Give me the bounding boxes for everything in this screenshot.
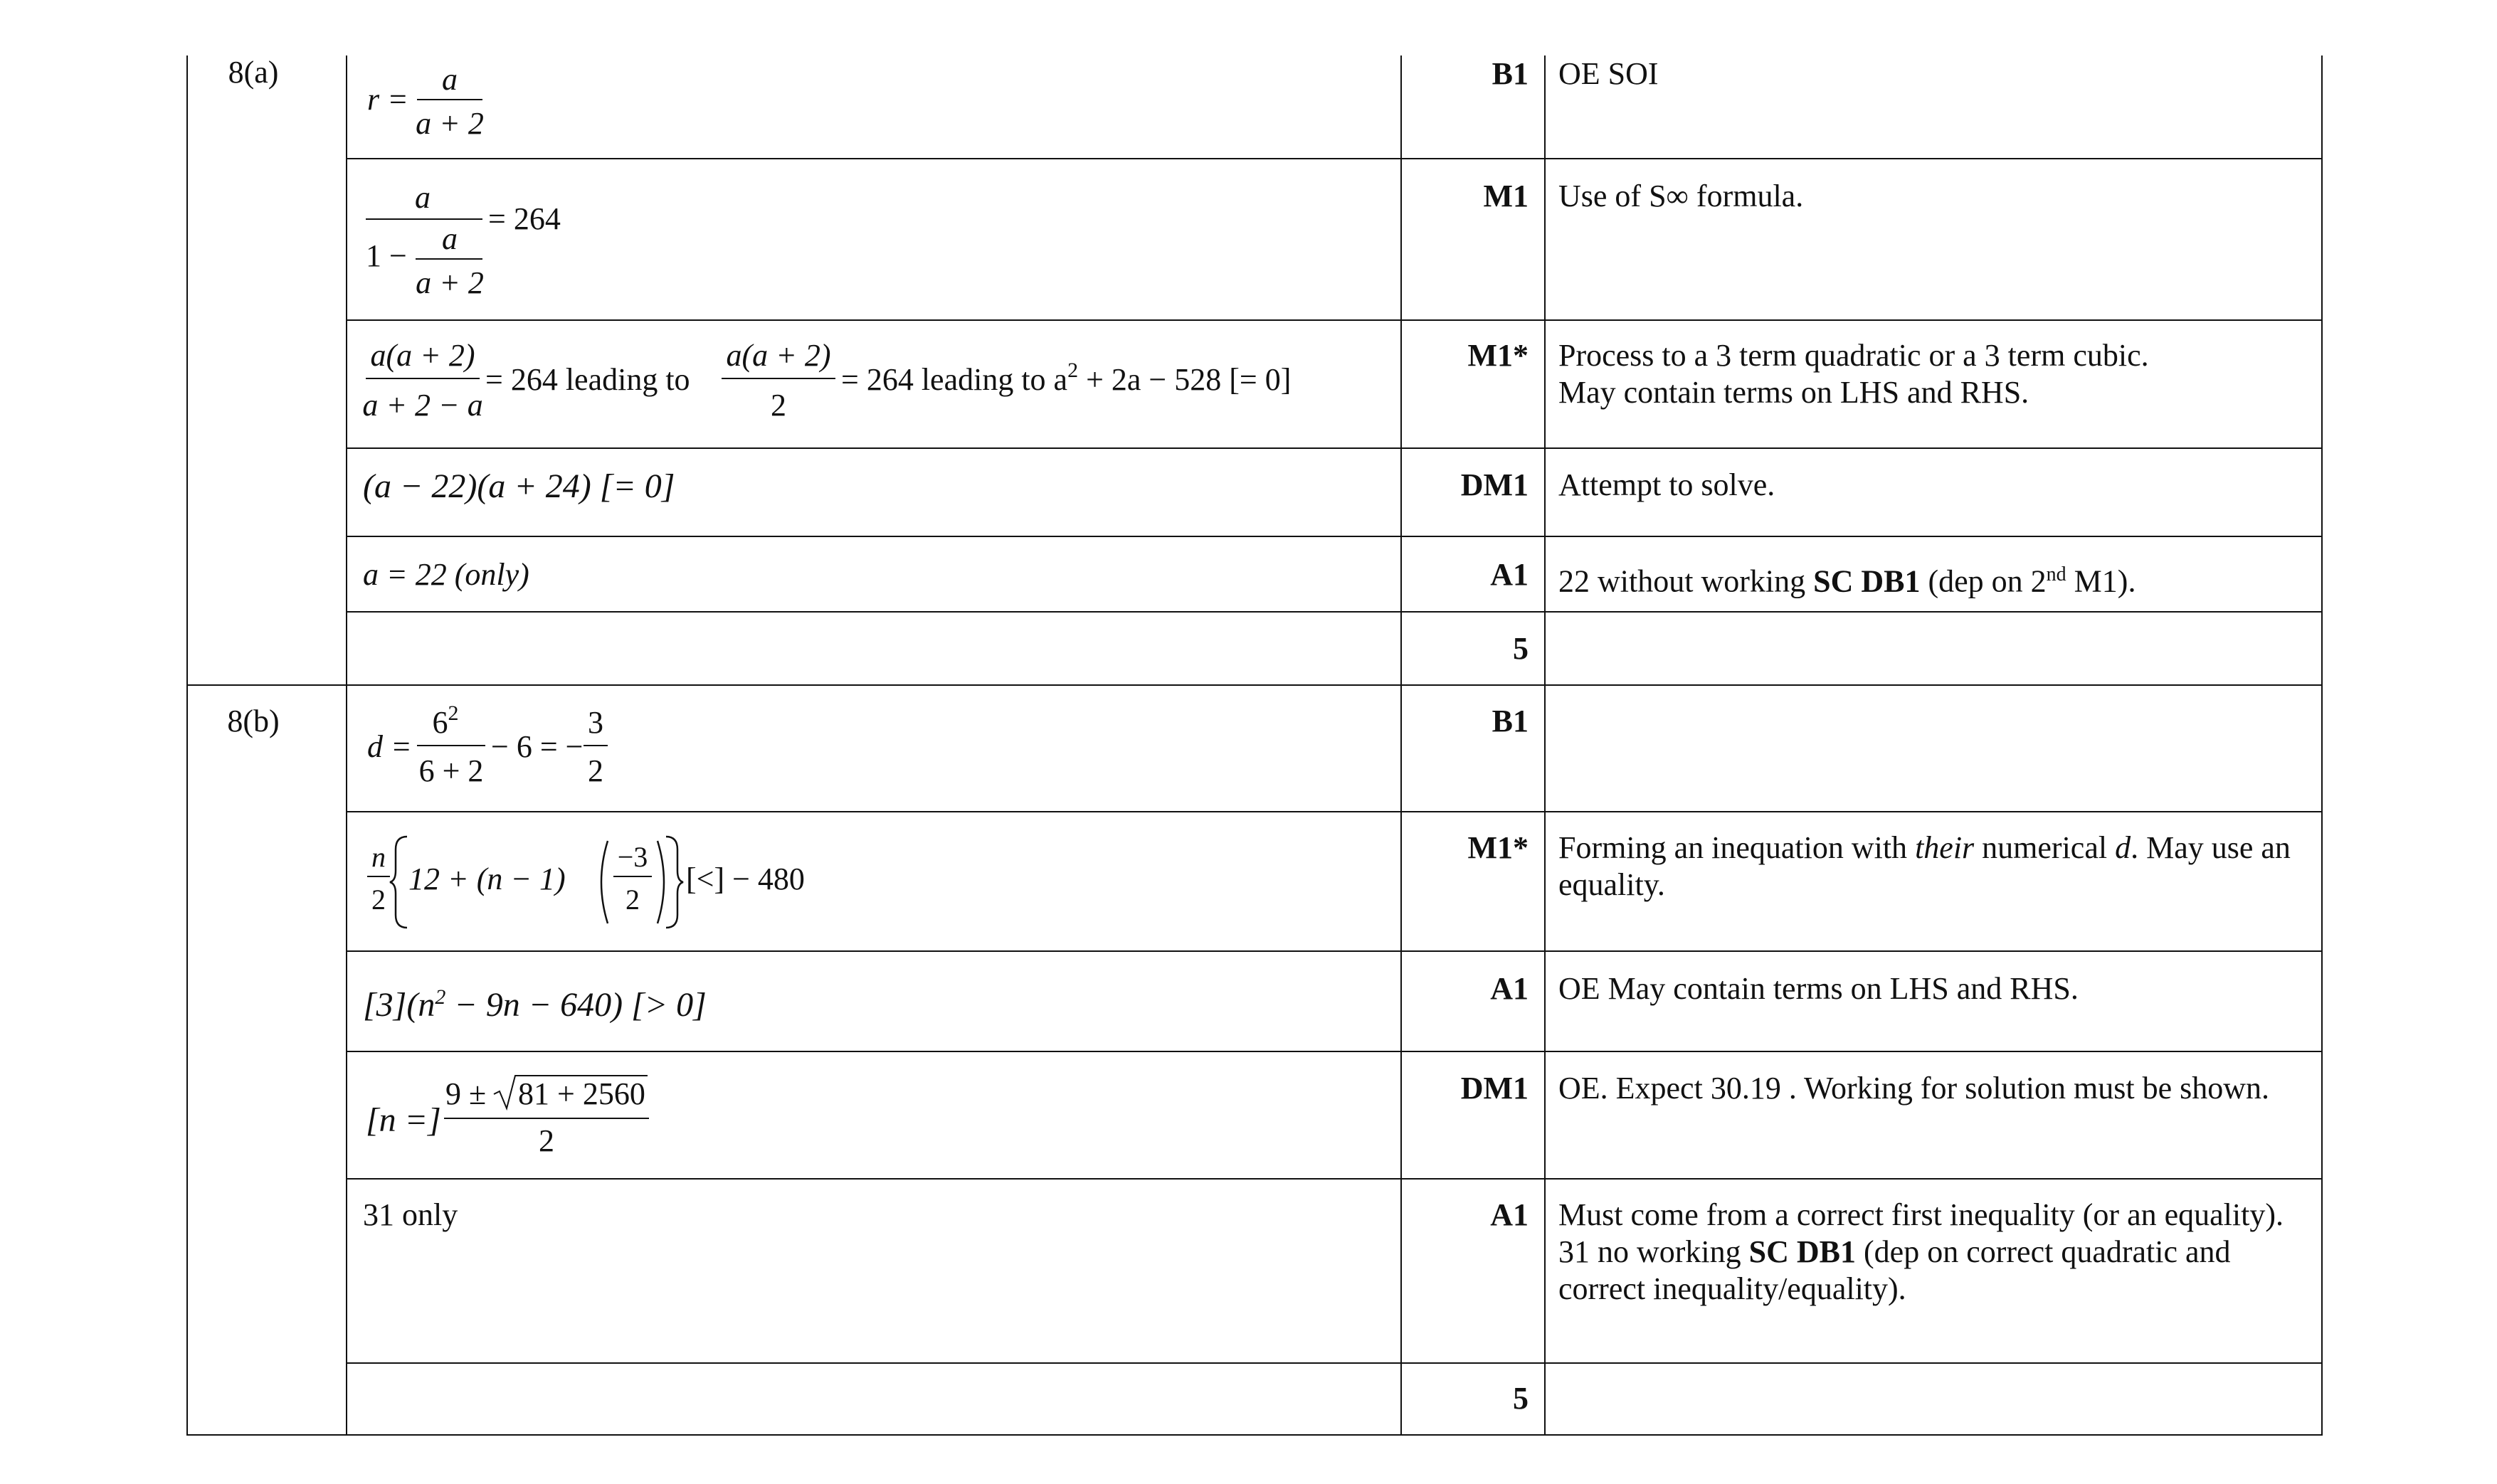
formula-text: = 264 leading to (485, 362, 690, 397)
mark-code: B1 (1492, 56, 1529, 91)
guidance-part: M1). (2066, 563, 2136, 599)
mark-code: DM1 (1460, 467, 1529, 502)
guidance-part: Forming an inequation with (1558, 830, 1916, 865)
formula-text: 12 + (n − 1) (408, 862, 566, 896)
answer-cell (363, 468, 1388, 505)
answer-cell (363, 1067, 1388, 1167)
guidance-part: . May use an equality. (1558, 830, 2291, 902)
fraction-numerator: a(a + 2) (370, 338, 475, 373)
guidance-text (1558, 1070, 2298, 1107)
mark-code: A1 (1490, 971, 1529, 1006)
column-divider-marks (1400, 55, 1402, 1436)
fraction-denominator: 2 (371, 884, 386, 916)
table-border-right (2321, 55, 2323, 1436)
fraction-denominator: a + 2 (416, 106, 484, 141)
answer-text: (a − 22)(a + 24) [= 0] (363, 467, 675, 505)
row-divider (346, 611, 2323, 613)
answer-cell (363, 334, 1388, 434)
formula-text: − 6 = − (491, 729, 584, 764)
left-brace (390, 837, 407, 928)
fraction-numerator: −3 (617, 841, 648, 873)
formula-text: [<] − 480 (686, 862, 805, 896)
question-label-8b: 8(b) (227, 704, 280, 738)
guidance-special-case: SC DB1 (1748, 1234, 1857, 1269)
answer-cell (363, 556, 1388, 593)
fraction-denominator: 6 + 2 (418, 753, 484, 788)
guidance-line: OE May contain terms on LHS and RHS. (1558, 971, 2079, 1006)
guidance-emphasis: their (1915, 830, 1975, 865)
guidance-superscript: nd (2046, 563, 2066, 585)
answer-text (363, 986, 707, 1024)
row-divider (346, 536, 2323, 537)
formula-superscript: 2 (448, 701, 459, 725)
guidance-part: (dep on correct quadratic and correct inequality/equality). (1558, 1234, 2231, 1306)
table-border-left (186, 55, 188, 1436)
guidance-text (1558, 337, 2298, 411)
mark-code: M1* (1467, 830, 1529, 865)
answer-cell (363, 703, 1388, 802)
guidance-text (1558, 55, 2298, 92)
answer-text: a = 22 (only) (363, 557, 529, 592)
fraction-denominator: 2 (588, 753, 603, 788)
column-divider-answer (346, 55, 347, 1436)
formula-text: [n =] (366, 1101, 441, 1139)
table-border-bottom (186, 1434, 2323, 1436)
guidance-part: 22 without working (1558, 563, 1814, 599)
formula-superscript: 2 (1067, 359, 1079, 382)
row-divider (346, 447, 2323, 449)
right-brace (666, 837, 683, 928)
formula-text (841, 359, 1291, 397)
formula-r (363, 58, 648, 144)
guidance-text (1558, 970, 2298, 1007)
row-divider (346, 158, 2323, 159)
formula-text: d = (367, 729, 412, 764)
fraction-numerator: a (442, 221, 458, 256)
formula-d (363, 703, 790, 802)
formula-quadratic (363, 334, 1388, 434)
formula-sinf (363, 179, 719, 307)
answer-text: 31 only (363, 1197, 458, 1232)
row-divider (346, 1178, 2323, 1180)
fraction-denominator: 2 (625, 884, 640, 916)
answer-cell (363, 831, 1388, 938)
guidance-part: (dep on 2 (1920, 563, 2047, 599)
question-label-8a: 8(a) (228, 55, 279, 90)
guidance-text (1558, 556, 2298, 600)
mark-code: B1 (1492, 704, 1529, 738)
guidance-text (1558, 467, 2298, 504)
formula-part: 81 + 2560 (518, 1076, 645, 1111)
answer-cell (363, 1197, 1388, 1234)
guidance-line: Use of S∞ formula. (1558, 179, 1804, 213)
answer-cell (363, 179, 1388, 307)
row-divider (346, 1051, 2323, 1052)
guidance-part: 31 no working (1558, 1234, 1749, 1269)
mark-code: M1 (1483, 179, 1529, 213)
answer-cell (363, 58, 1388, 144)
fraction-denominator: a + 2 − a (362, 388, 483, 423)
question-divider (186, 684, 2323, 686)
formula-part: − 9n − 640) [> 0] (445, 986, 707, 1024)
mark-code: DM1 (1460, 1071, 1529, 1106)
fraction-numerator: 3 (588, 705, 603, 740)
guidance-emphasis: d (2115, 830, 2131, 865)
guidance-line: Attempt to solve. (1558, 467, 1775, 502)
fraction-denominator: 2 (771, 388, 786, 423)
fraction-numerator: a (415, 180, 431, 215)
guidance-line: May contain terms on LHS and RHS. (1558, 375, 2029, 410)
answer-cell (363, 979, 1388, 1024)
fraction-numerator: a (442, 62, 458, 97)
formula-superscript: 2 (435, 985, 446, 1009)
row-divider (346, 811, 2323, 812)
fraction-denominator: a + 2 (416, 265, 484, 300)
fraction-numerator: a(a + 2) (726, 338, 831, 373)
right-paren (658, 841, 664, 923)
total-marks-8b: 5 (1513, 1381, 1529, 1416)
guidance-text (1558, 830, 2298, 903)
row-divider (346, 1362, 2323, 1364)
guidance-text (1558, 1197, 2298, 1308)
formula-part: 6 (432, 705, 448, 740)
formula-part: = 264 leading to a (841, 362, 1068, 397)
formula-part: [3](n (363, 986, 435, 1024)
formula-part: + 2a − 528 [= 0] (1078, 362, 1292, 397)
formula-text: r = (367, 82, 408, 117)
guidance-line: OE. Expect 30.19 . Working for solution must be shown. (1558, 1071, 2270, 1106)
guidance-part: numerical (1974, 830, 2116, 865)
left-paren (601, 841, 608, 923)
guidance-special-case: SC DB1 (1813, 563, 1921, 599)
mark-code: M1* (1467, 338, 1529, 373)
total-marks-8a: 5 (1513, 631, 1529, 666)
guidance-line: OE SOI (1558, 56, 1659, 91)
fraction-denominator: 2 (539, 1123, 554, 1158)
mark-code: A1 (1490, 557, 1529, 592)
fraction-numerator: n (371, 841, 386, 873)
guidance-line: Process to a 3 term quadratic or a 3 term cubic. (1558, 338, 2149, 373)
row-divider (346, 319, 2323, 321)
column-divider-guidance (1544, 55, 1546, 1436)
formula-quadratic-root (363, 1067, 861, 1167)
formula-text: = 264 (488, 201, 561, 236)
row-divider (346, 950, 2323, 952)
guidance-line (1558, 1234, 2298, 1308)
guidance-line: Must come from a correct first inequality (or an equality). (1558, 1197, 2284, 1232)
formula-text: 1 − (366, 238, 407, 273)
fraction-numerator (433, 701, 459, 740)
guidance-text (1558, 178, 2298, 215)
formula-part: 9 ± (445, 1076, 487, 1111)
formula-sum-inequation (363, 831, 1003, 938)
mark-code: A1 (1490, 1197, 1529, 1232)
